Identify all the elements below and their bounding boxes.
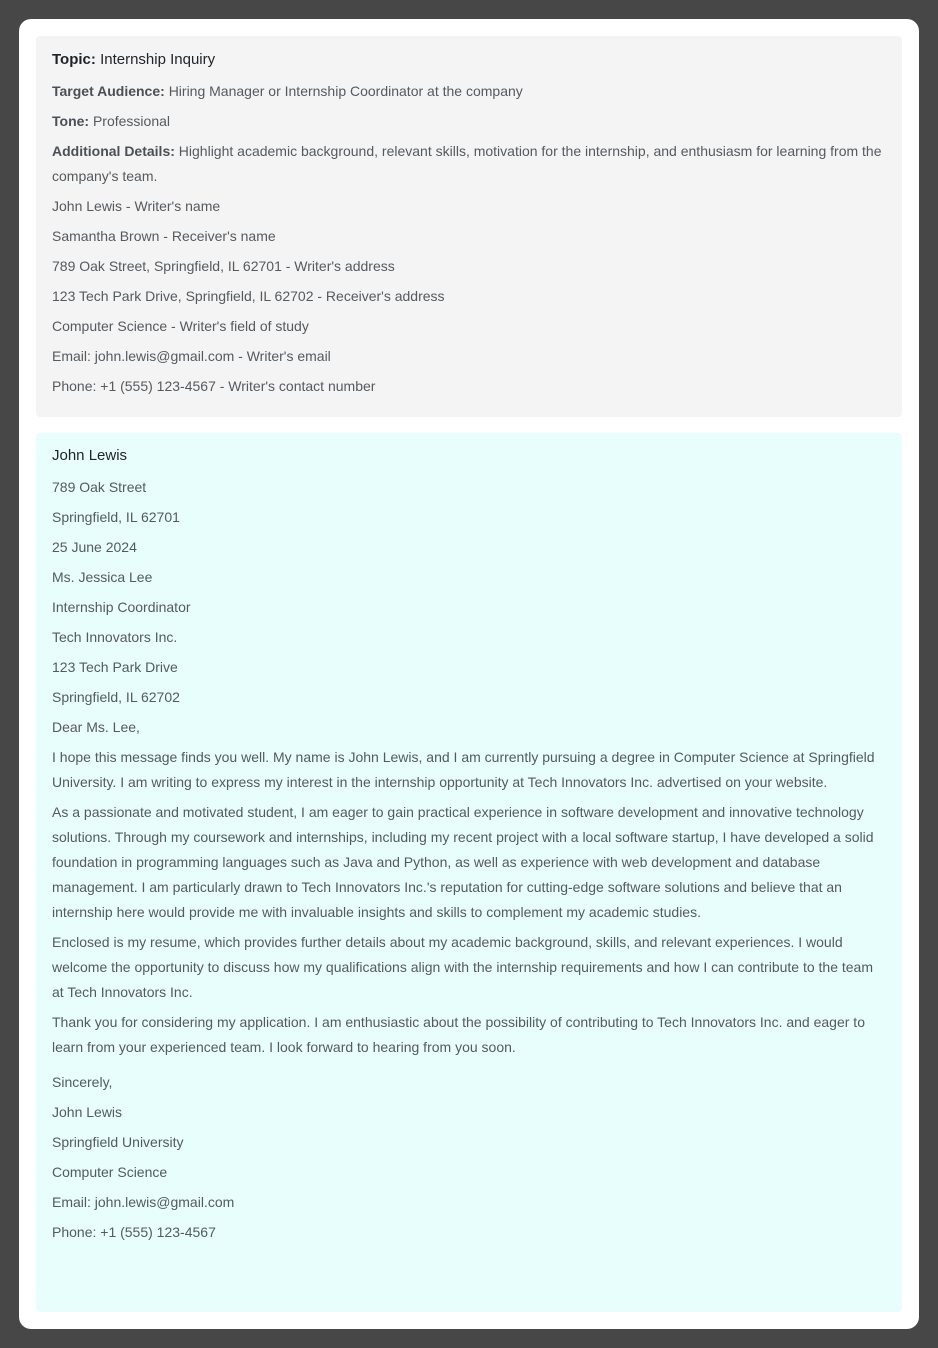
paragraph-resume: Enclosed is my resume, which provides further details about my academic background, skills, and relevant experiences. I would welcome the opportunity to discuss how my qualifications align with the internship requirements and how I can contribute to the team at Tech Innovators Inc. <box>52 934 873 1000</box>
paragraph-closing: Thank you for considering my application. I am enthusiastic about the possibility of contributing to Tech Innovators Inc. and eager to learn from your experienced team. I look forward to hearing from you soon. <box>52 1014 865 1055</box>
recipient-street: 123 Tech Park Drive <box>52 659 178 675</box>
sender-name: John Lewis <box>52 447 128 464</box>
sender-street: 789 Oak Street <box>52 479 147 495</box>
recipient-name: Ms. Jessica Lee <box>52 569 153 585</box>
signature-phone: Phone: +1 (555) 123-4567 <box>52 1224 216 1240</box>
detail-writer-address: 789 Oak Street, Springfield, IL 62701 - Writer's address <box>52 258 395 274</box>
tone-label: Tone: <box>52 113 90 129</box>
signature-name: John Lewis <box>52 1104 123 1120</box>
target-audience-row <box>52 79 886 104</box>
target-audience-value: Hiring Manager or Internship Coordinator at the company <box>168 83 523 99</box>
additional-details-label: Additional Details: <box>52 143 175 159</box>
tone-row <box>52 109 886 134</box>
additional-details-row <box>52 139 886 189</box>
recipient-city: Springfield, IL 62702 <box>52 689 180 705</box>
topic-label: Topic: <box>52 51 96 68</box>
signature-email: Email: john.lewis@gmail.com <box>52 1194 235 1210</box>
prompt-panel <box>36 36 902 417</box>
recipient-title: Internship Coordinator <box>52 599 191 615</box>
salutation: Dear Ms. Lee, <box>52 719 140 735</box>
topic-line <box>52 49 886 71</box>
letter-panel <box>36 433 902 1312</box>
paragraph-intro: I hope this message finds you well. My name is John Lewis, and I am currently pursuing a degree in Computer Science at Springfield University. I am writing to express my interest in the internship opportunity at Tech Innovators Inc. advertised on your website. <box>52 749 875 790</box>
detail-field-of-study: Computer Science - Writer's field of study <box>52 318 309 334</box>
sender-city: Springfield, IL 62701 <box>52 509 180 525</box>
topic-value: Internship Inquiry <box>100 51 216 68</box>
paragraph-experience: As a passionate and motivated student, I am eager to gain practical experience in software development and innovative technology solutions. Through my coursework and internships, including my recent project with a local software startup, I have developed a solid foundation in programming languages such as Java and Python, as well as experience with web development and database management. I am particularly drawn to Tech Innovators Inc.'s reputation for cutting-edge software solutions and believe that an internship here would provide me with invaluable insights and skills to complement my academic studies. <box>52 804 874 920</box>
recipient-company: Tech Innovators Inc. <box>52 629 178 645</box>
tone-value: Professional <box>92 113 171 129</box>
detail-receiver-address: 123 Tech Park Drive, Springfield, IL 62702 - Receiver's address <box>52 288 445 304</box>
signature-university: Springfield University <box>52 1134 184 1150</box>
sign-off: Sincerely, <box>52 1074 113 1090</box>
letter-date: 25 June 2024 <box>52 539 137 555</box>
signature-block <box>52 1070 886 1245</box>
target-audience-label: Target Audience: <box>52 83 165 99</box>
detail-writer-email: Email: john.lewis@gmail.com - Writer's email <box>52 348 331 364</box>
detail-receiver-name: Samantha Brown - Receiver's name <box>52 228 276 244</box>
detail-writer-phone: Phone: +1 (555) 123-4567 - Writer's contact number <box>52 378 376 394</box>
detail-writer-name: John Lewis - Writer's name <box>52 198 221 214</box>
signature-field: Computer Science <box>52 1164 168 1180</box>
document-card <box>19 19 919 1329</box>
additional-details-value: Highlight academic background, relevant skills, motivation for the internship, and enthusiasm for learning from the company's team. <box>52 143 882 184</box>
